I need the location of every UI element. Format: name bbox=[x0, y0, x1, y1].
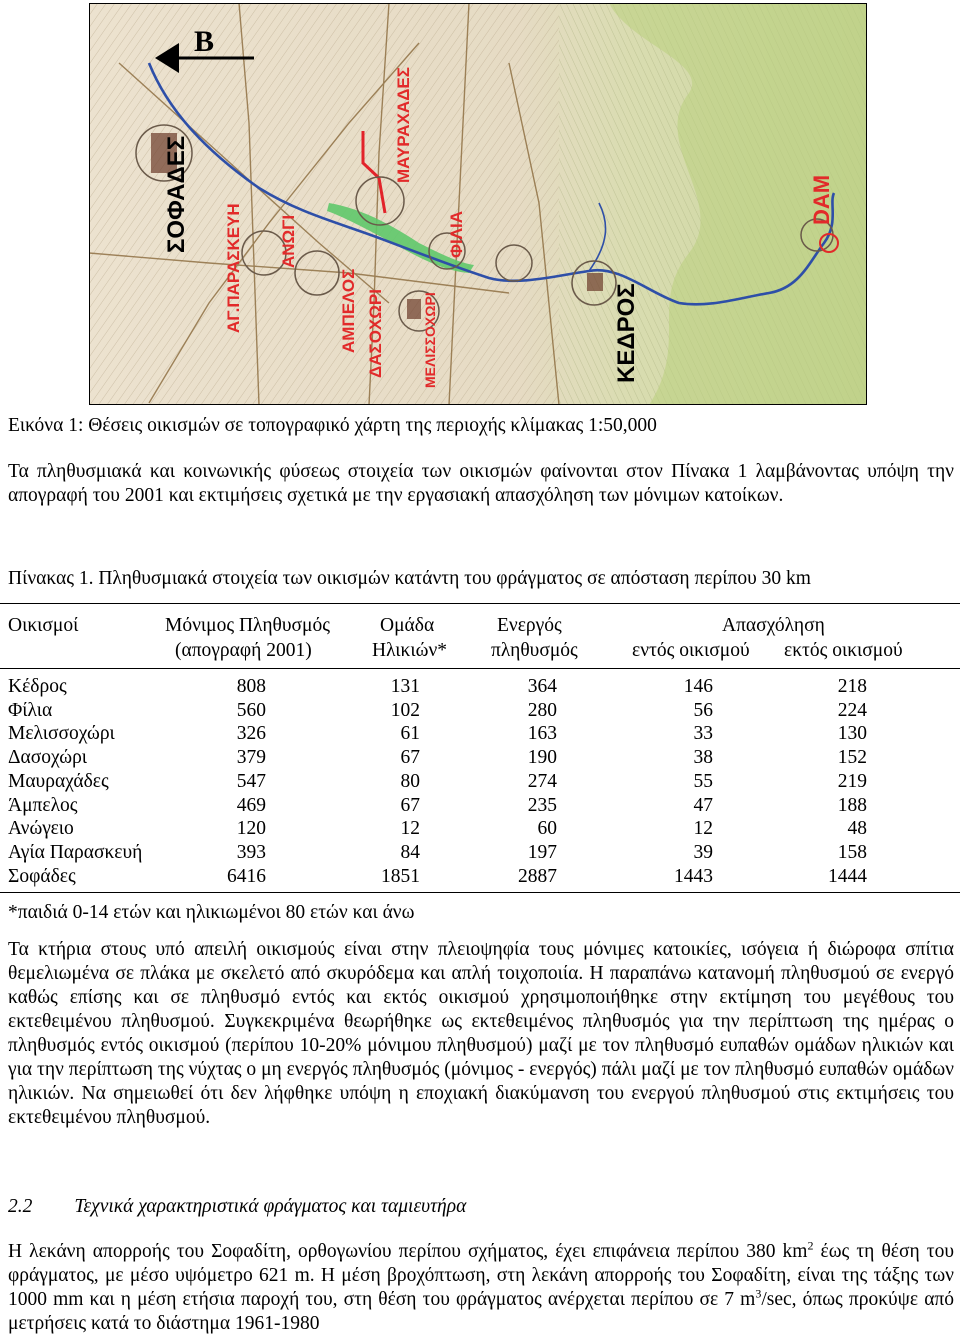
cell-name: Σοφάδες bbox=[8, 865, 76, 887]
table-row bbox=[0, 700, 960, 724]
cell-active: 190 bbox=[527, 747, 557, 769]
cell-outside: 48 bbox=[847, 818, 867, 840]
header-population: Μόνιμος Πληθυσμός bbox=[165, 615, 330, 636]
section-title: Τεχνικά χαρακτηριστικά φράγματος και ταμιευτήρα bbox=[74, 1196, 467, 1217]
cell-name: Κέδρος bbox=[8, 676, 67, 697]
table-header-rule bbox=[0, 668, 960, 669]
cell-outside: 1444 bbox=[828, 865, 867, 887]
cell-outside: 158 bbox=[837, 841, 867, 863]
cell-active: 60 bbox=[537, 818, 557, 840]
cell-age: 102 bbox=[390, 699, 420, 721]
header-population-sub: (απογραφή 2001) bbox=[175, 640, 312, 661]
map-label-melissochori: ΜΕΛΙΣΣΟΧΩΡΙ bbox=[422, 292, 438, 388]
figure-caption: Εικόνα 1: Θέσεις οικισμών σε τοπογραφικό χάρτη της περιοχής κλίμακας 1:50,000 bbox=[8, 415, 657, 436]
cell-active: 163 bbox=[527, 723, 557, 745]
table-footnote: *παιδιά 0-14 ετών και ηλικιωμένοι 80 ετών και άνω bbox=[8, 902, 415, 923]
cell-name: Δασοχώρι bbox=[8, 747, 88, 769]
basin-sup-2: 3 bbox=[755, 1286, 762, 1301]
table-top-rule bbox=[0, 603, 960, 604]
cell-outside: 188 bbox=[837, 794, 867, 816]
map-label-anogi: ΑΝΩΓΙ bbox=[279, 214, 298, 268]
cell-inside: 39 bbox=[693, 841, 713, 863]
cell-inside: 1443 bbox=[674, 865, 713, 887]
map-label-sofades: ΣΟΦΑΔΕΣ bbox=[163, 135, 190, 253]
cell-active: 197 bbox=[527, 841, 557, 863]
section-heading bbox=[8, 1196, 466, 1218]
cell-inside: 47 bbox=[693, 794, 713, 816]
cell-age: 12 bbox=[400, 818, 420, 840]
cell-pop: 469 bbox=[236, 794, 266, 816]
table-row bbox=[0, 818, 960, 842]
cell-pop: 379 bbox=[236, 747, 266, 769]
cell-pop: 326 bbox=[236, 723, 266, 745]
cell-inside: 146 bbox=[683, 676, 713, 697]
cell-pop: 120 bbox=[236, 818, 266, 840]
basin-text-1: Η λεκάνη απορροής του Σοφαδίτη, ορθογωνίου περίπου σχήματος, έχει επιφάνεια περίπου 380 km bbox=[8, 1241, 808, 1262]
header-settlements: Οικισμοί bbox=[8, 615, 79, 636]
cell-name: Ανώγειο bbox=[8, 818, 74, 840]
cell-outside: 152 bbox=[837, 747, 867, 769]
header-outside: εκτός οικισμού bbox=[784, 640, 903, 661]
north-label: B bbox=[194, 25, 215, 58]
cell-age: 1851 bbox=[381, 865, 420, 887]
cell-active: 235 bbox=[527, 794, 557, 816]
cell-age: 67 bbox=[400, 747, 420, 769]
table-bottom-rule bbox=[0, 892, 960, 893]
table-row bbox=[0, 676, 960, 700]
map-label-dam: DAM bbox=[809, 174, 834, 225]
header-age-group: Ομάδα bbox=[380, 615, 435, 636]
map-field-hatching bbox=[89, 3, 559, 405]
intro-paragraph: Τα πληθυσμιακά και κοινωνικής φύσεως στοιχεία των οικισμών φαίνονται στον Πίνακα 1 λαμβάνοντας υπόψη την απογραφή του 2001 και εκτιμήσεις σχετικά με την εργασιακή απασχόληση των μόνιμων κατοίκων. bbox=[8, 461, 954, 506]
cell-age: 80 bbox=[400, 770, 420, 792]
cell-age: 67 bbox=[400, 794, 420, 816]
cell-outside: 130 bbox=[837, 723, 867, 745]
table-row bbox=[0, 771, 960, 795]
basin-sup-1: 2 bbox=[807, 1238, 814, 1253]
cell-age: 61 bbox=[400, 723, 420, 745]
table-row bbox=[0, 747, 960, 771]
basin-paragraph bbox=[8, 1240, 954, 1336]
cell-inside: 55 bbox=[693, 770, 713, 792]
cell-age: 84 bbox=[400, 841, 420, 863]
population-table bbox=[0, 610, 960, 930]
cell-inside: 56 bbox=[693, 699, 713, 721]
cell-inside: 33 bbox=[693, 723, 713, 745]
cell-active: 280 bbox=[527, 699, 557, 721]
header-active-sub: πληθυσμός bbox=[491, 640, 578, 661]
map-label-filia: ΦΙΛΙΑ bbox=[447, 210, 466, 258]
cell-name: Μελισσοχώρι bbox=[8, 723, 115, 745]
cell-pop: 6416 bbox=[227, 865, 266, 887]
cell-inside: 12 bbox=[693, 818, 713, 840]
cell-active: 364 bbox=[527, 676, 557, 697]
cell-name: Φίλια bbox=[8, 699, 53, 721]
header-active: Ενεργός bbox=[497, 615, 562, 636]
topographic-map bbox=[89, 3, 867, 405]
header-employment: Απασχόληση bbox=[722, 615, 825, 636]
cell-active: 274 bbox=[527, 770, 557, 792]
cell-inside: 38 bbox=[693, 747, 713, 769]
section-number: 2.2 bbox=[8, 1196, 33, 1217]
cell-age: 131 bbox=[390, 676, 420, 697]
cell-active: 2887 bbox=[518, 865, 557, 887]
cell-outside: 219 bbox=[837, 770, 867, 792]
table-row bbox=[0, 842, 960, 866]
table-row bbox=[0, 723, 960, 747]
cell-pop: 393 bbox=[236, 841, 266, 863]
map-label-mavrachades: ΜΑΥΡΑΧΑΔΕΣ bbox=[394, 67, 413, 183]
header-inside: εντός οικισμού bbox=[632, 640, 750, 661]
table-row bbox=[0, 795, 960, 819]
cell-outside: 218 bbox=[837, 676, 867, 697]
cell-name: Αγία Παρασκευή bbox=[8, 841, 143, 863]
table-row bbox=[0, 866, 960, 890]
cell-pop: 560 bbox=[236, 699, 266, 721]
map-label-dasochori: ΔΑΣΟΧΩΡΙ bbox=[366, 289, 385, 378]
header-age-group-sub: Ηλικιών* bbox=[372, 640, 448, 661]
table-caption: Πίνακας 1. Πληθυσμιακά στοιχεία των οικισμών κατάντη του φράγματος σε απόσταση περίπου 30 km bbox=[8, 568, 811, 589]
cell-pop: 808 bbox=[236, 676, 266, 697]
cell-name: Άμπελος bbox=[8, 794, 78, 816]
map-label-kedros: ΚΕΔΡΟΣ bbox=[613, 283, 640, 383]
cell-pop: 547 bbox=[236, 770, 266, 792]
basin-text-3: /sec, όπως προκύψε από μετρήσεις κατά το διάστημα 1961-1980 bbox=[8, 1289, 955, 1334]
cell-outside: 224 bbox=[837, 699, 867, 721]
map-label-ampelos: ΑΜΠΕΛΟΣ bbox=[339, 268, 358, 353]
basin-text-2: έως τη θέση του φράγματος, με μέσο υψόμετρο 621 m. Η μέση βροχόπτωση, στη λεκάνη απορροής του Σοφαδίτη, είναι της τάξης των 1000 mm και η μέση ετήσια παροχή του, στη θέση του φράγματος ανέρχεται περίπου σε 7 m bbox=[8, 1241, 954, 1310]
map-svg bbox=[89, 3, 867, 405]
cell-name: Μαυραχάδες bbox=[8, 770, 109, 792]
map-label-ag-paraskevi: ΑΓ.ΠΑΡΑΣΚΕΥΗ bbox=[224, 203, 243, 333]
buildings-paragraph: Τα κτήρια στους υπό απειλή οικισμούς είναι στην πλειοψηφία τους μόνιμες κατοικίες, ισόγεια ή διώροφα σπίτια θεμελιωμένα σε πλάκα με σκελετό από σκυρόδεμα και απλή τοιχοποιία. Η παραπάνω κατανομή πληθυσμού σε ενεργό καθώς επίσης και σε πληθυσμό εντός και εκτός οικισμού χρησιμοποιήθηκε στην εκτίμηση του μεγέθους του εκτεθειμένου πληθυσμού. Συγκεκριμένα θεωρήθηκε ως εκτεθειμένος πληθυσμός για την περίπτωση της ημέρας ο πληθυσμός εντός οικισμού (περίπου 10-20% μόνιμου πληθυσμού) μαζί με τον πληθυσμό ευπαθών ομάδων ηλικιών και για την περίπτωση της νύχτας ο μη ενεργός πληθυσμός (μόνιμος - ενεργός) πάλι μαζί με τον πληθυσμό ευπαθών ομάδων ηλικιών. Να σημειωθεί ότι δεν λήφθηκε υπόψη η εποχιακή διακύμανση του ενεργού πληθυσμού στις εκτιμήσεις του εκτεθειμένου πληθυσμού. bbox=[8, 939, 954, 1128]
